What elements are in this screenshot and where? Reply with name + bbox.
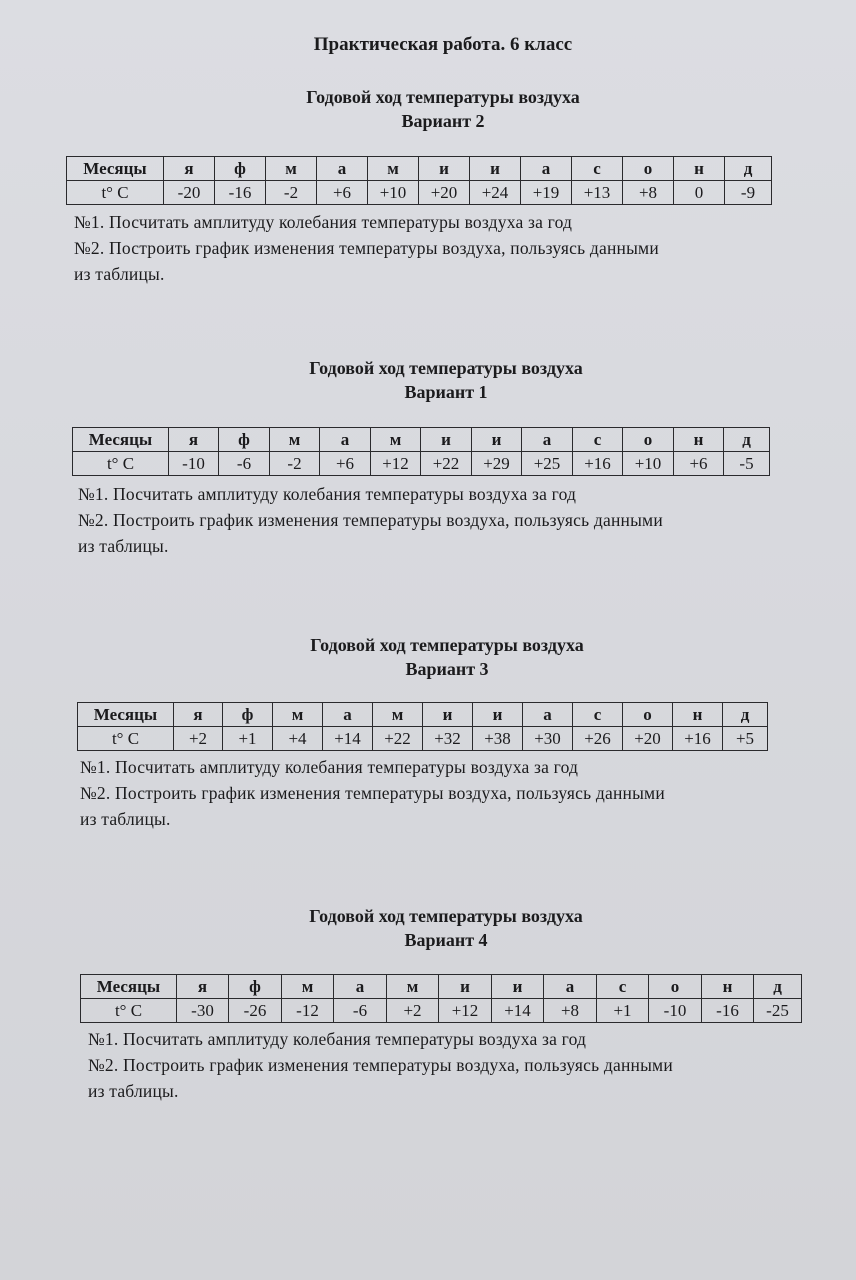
months-label: Месяцы — [78, 703, 174, 727]
month-cell: а — [320, 428, 371, 452]
month-cell: д — [724, 428, 770, 452]
month-cell: м — [266, 157, 317, 181]
task-2-line-2: из таблицы. — [88, 1081, 179, 1101]
temperature-table-variant-1 — [72, 427, 770, 476]
task-1: №1. Посчитать амплитуду колебания температуры воздуха за год — [74, 212, 573, 232]
month-cell: а — [522, 428, 573, 452]
temperature-row — [67, 181, 772, 205]
temp-cell: +30 — [523, 727, 573, 751]
month-cell: с — [597, 975, 649, 999]
temperature-table-variant-4 — [80, 974, 802, 1023]
temp-cell: -30 — [177, 999, 229, 1023]
temp-cell: -2 — [270, 452, 320, 476]
temp-cell: +6 — [320, 452, 371, 476]
section-variant-4 — [0, 904, 856, 952]
temp-cell: +1 — [597, 999, 649, 1023]
month-cell: и — [439, 975, 492, 999]
temp-cell: -10 — [169, 452, 219, 476]
temp-cell: +8 — [544, 999, 597, 1023]
temp-cell: +2 — [387, 999, 439, 1023]
section-variant-1 — [0, 356, 856, 404]
page-title: Практическая работа. 6 класс — [313, 34, 573, 55]
month-cell: ф — [223, 703, 273, 727]
section-title: Годовой ход температуры воздуха — [309, 358, 583, 378]
temperature-row — [81, 999, 802, 1023]
months-row — [78, 703, 768, 727]
section-variant-3 — [0, 633, 856, 681]
tasks-variant-3 — [80, 754, 665, 832]
month-cell: я — [174, 703, 223, 727]
section-title: Годовой ход температуры воздуха — [306, 87, 580, 107]
months-label: Месяцы — [67, 157, 164, 181]
section-title: Годовой ход температуры воздуха — [310, 635, 584, 655]
temp-cell: +19 — [521, 181, 572, 205]
section-title: Годовой ход температуры воздуха — [309, 906, 583, 926]
month-cell: а — [544, 975, 597, 999]
temp-cell: -10 — [649, 999, 702, 1023]
month-cell: н — [702, 975, 754, 999]
months-row — [67, 157, 772, 181]
task-2-line-2: из таблицы. — [74, 264, 165, 284]
section-variant-2 — [0, 85, 856, 133]
month-cell: и — [421, 428, 472, 452]
month-cell: м — [282, 975, 334, 999]
temp-cell: -26 — [229, 999, 282, 1023]
temperature-table-variant-3 — [77, 702, 768, 751]
temp-cell: -5 — [724, 452, 770, 476]
temp-cell: +14 — [323, 727, 373, 751]
month-cell: м — [368, 157, 419, 181]
months-row — [81, 975, 802, 999]
month-cell: м — [373, 703, 423, 727]
month-cell: а — [334, 975, 387, 999]
temp-cell: +29 — [472, 452, 522, 476]
temp-cell: +32 — [423, 727, 473, 751]
temp-cell: -6 — [219, 452, 270, 476]
tasks-variant-1 — [78, 481, 663, 559]
temp-cell: +20 — [419, 181, 470, 205]
month-cell: м — [273, 703, 323, 727]
month-cell: ф — [219, 428, 270, 452]
tasks-variant-4 — [88, 1026, 673, 1104]
temp-cell: +16 — [573, 452, 623, 476]
month-cell: и — [419, 157, 470, 181]
temp-cell: +2 — [174, 727, 223, 751]
temp-cell: +5 — [723, 727, 768, 751]
month-cell: и — [472, 428, 522, 452]
temp-cell: +16 — [673, 727, 723, 751]
months-label: Месяцы — [73, 428, 169, 452]
temp-cell: +14 — [492, 999, 544, 1023]
temp-cell: +10 — [368, 181, 419, 205]
temperature-label: t° C — [78, 727, 174, 751]
month-cell: ф — [215, 157, 266, 181]
month-cell: я — [169, 428, 219, 452]
temperature-row — [73, 452, 770, 476]
month-cell: с — [572, 157, 623, 181]
month-cell: и — [423, 703, 473, 727]
temp-cell: -25 — [754, 999, 802, 1023]
month-cell: д — [725, 157, 772, 181]
task-2-line-1: №2. Построить график изменения температуры воздуха, пользуясь данными — [74, 238, 659, 258]
month-cell: о — [623, 703, 673, 727]
temp-cell: -16 — [215, 181, 266, 205]
tasks-variant-2 — [74, 209, 659, 287]
month-cell: и — [492, 975, 544, 999]
temp-cell: -20 — [164, 181, 215, 205]
month-cell: а — [523, 703, 573, 727]
month-cell: а — [521, 157, 572, 181]
month-cell: м — [371, 428, 421, 452]
temp-cell: +8 — [623, 181, 674, 205]
month-cell: н — [674, 157, 725, 181]
temp-cell: +22 — [373, 727, 423, 751]
temp-cell: +6 — [317, 181, 368, 205]
temp-cell: +38 — [473, 727, 523, 751]
temp-cell: +4 — [273, 727, 323, 751]
month-cell: и — [470, 157, 521, 181]
month-cell: с — [573, 428, 623, 452]
temperature-label: t° C — [73, 452, 169, 476]
temp-cell: +12 — [371, 452, 421, 476]
temp-cell: 0 — [674, 181, 725, 205]
section-variant: Вариант 4 — [404, 930, 488, 950]
month-cell: о — [623, 157, 674, 181]
temp-cell: -16 — [702, 999, 754, 1023]
month-cell: я — [164, 157, 215, 181]
task-2-line-2: из таблицы. — [80, 809, 171, 829]
month-cell: о — [649, 975, 702, 999]
temperature-table-variant-2 — [66, 156, 772, 205]
month-cell: м — [270, 428, 320, 452]
task-2-line-1: №2. Построить график изменения температуры воздуха, пользуясь данными — [78, 510, 663, 530]
temperature-row — [78, 727, 768, 751]
month-cell: с — [573, 703, 623, 727]
task-2-line-2: из таблицы. — [78, 536, 169, 556]
temp-cell: +24 — [470, 181, 521, 205]
month-cell: а — [323, 703, 373, 727]
temp-cell: -6 — [334, 999, 387, 1023]
temp-cell: +22 — [421, 452, 472, 476]
temp-cell: +26 — [573, 727, 623, 751]
temp-cell: -12 — [282, 999, 334, 1023]
month-cell: д — [754, 975, 802, 999]
months-row — [73, 428, 770, 452]
temp-cell: +20 — [623, 727, 673, 751]
month-cell: я — [177, 975, 229, 999]
task-1: №1. Посчитать амплитуду колебания температуры воздуха за год — [78, 484, 577, 504]
month-cell: а — [317, 157, 368, 181]
month-cell: н — [673, 703, 723, 727]
task-1: №1. Посчитать амплитуду колебания температуры воздуха за год — [88, 1029, 587, 1049]
task-2-line-1: №2. Построить график изменения температуры воздуха, пользуясь данными — [80, 783, 665, 803]
temp-cell: -9 — [725, 181, 772, 205]
temperature-label: t° C — [81, 999, 177, 1023]
month-cell: н — [674, 428, 724, 452]
section-variant: Вариант 3 — [405, 659, 489, 679]
temp-cell: +10 — [623, 452, 674, 476]
temp-cell: +25 — [522, 452, 573, 476]
temp-cell: -2 — [266, 181, 317, 205]
month-cell: о — [623, 428, 674, 452]
temp-cell: +13 — [572, 181, 623, 205]
month-cell: м — [387, 975, 439, 999]
task-2-line-1: №2. Построить график изменения температуры воздуха, пользуясь данными — [88, 1055, 673, 1075]
task-1: №1. Посчитать амплитуду колебания температуры воздуха за год — [80, 757, 579, 777]
section-variant: Вариант 2 — [401, 111, 485, 131]
month-cell: д — [723, 703, 768, 727]
section-variant: Вариант 1 — [404, 382, 488, 402]
temp-cell: +6 — [674, 452, 724, 476]
temp-cell: +1 — [223, 727, 273, 751]
month-cell: ф — [229, 975, 282, 999]
temp-cell: +12 — [439, 999, 492, 1023]
temperature-label: t° C — [67, 181, 164, 205]
months-label: Месяцы — [81, 975, 177, 999]
month-cell: и — [473, 703, 523, 727]
